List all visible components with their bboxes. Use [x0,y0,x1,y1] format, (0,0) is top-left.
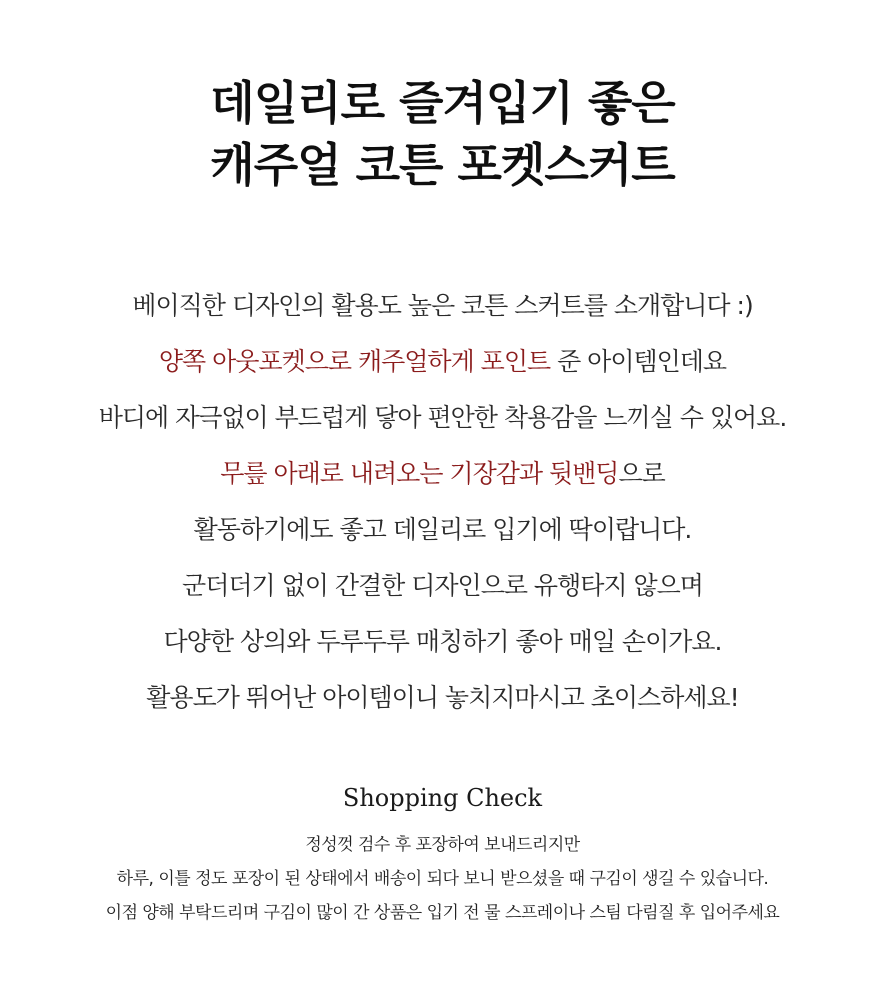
description-line-7: 다양한 상의와 두루두루 매칭하기 좋아 매일 손이가요. [163,627,722,656]
headline-line-2: 캐주얼 코튼 포켓스커트 [210,138,675,192]
description-line-2 [0,334,885,390]
shopping-check-line-3: 이점 양해 부탁드리며 구김이 많이 간 상품은 입기 전 물 스프레이나 스팀 다림질 후 입어주세요 [105,903,780,923]
headline-line-1: 데일리로 즐겨입기 좋은 [210,76,675,130]
shopping-check-line-1: 정성껏 검수 후 포장하여 보내드리지만 [305,835,580,855]
shopping-check-notes [0,828,885,930]
description-line-5: 활동하기에도 좋고 데일리로 입기에 딱이랍니다. [193,515,692,544]
description-highlight-pockets: 양쪽 아웃포켓으로 캐주얼하게 포인트 [158,347,551,376]
description-line-2-rest: 준 아이템인데요 [550,347,727,376]
description-line-6: 군더더기 없이 간결한 디자인으로 유행타지 않으며 [182,571,703,600]
description-line-8: 활용도가 뛰어난 아이템이니 놓치지마시고 초이스하세요! [146,683,739,712]
description-line-4-rest: 으로 [618,459,665,488]
shopping-check-title: Shopping Check [342,784,543,812]
product-headline [0,72,885,196]
product-description [0,278,885,726]
shopping-check-line-2: 하루, 이틀 정도 포장이 된 상태에서 배송이 되다 보니 받으셨을 때 구김이 생길 수 있습니다. [116,869,769,889]
description-highlight-length: 무릎 아래로 내려오는 기장감과 뒷밴딩 [220,459,619,488]
description-line-1: 베이직한 디자인의 활용도 높은 코튼 스커트를 소개합니다 :) [132,291,753,320]
description-line-4 [0,446,885,502]
description-line-3: 바디에 자극없이 부드럽게 닿아 편안한 착용감을 느끼실 수 있어요. [98,403,787,432]
